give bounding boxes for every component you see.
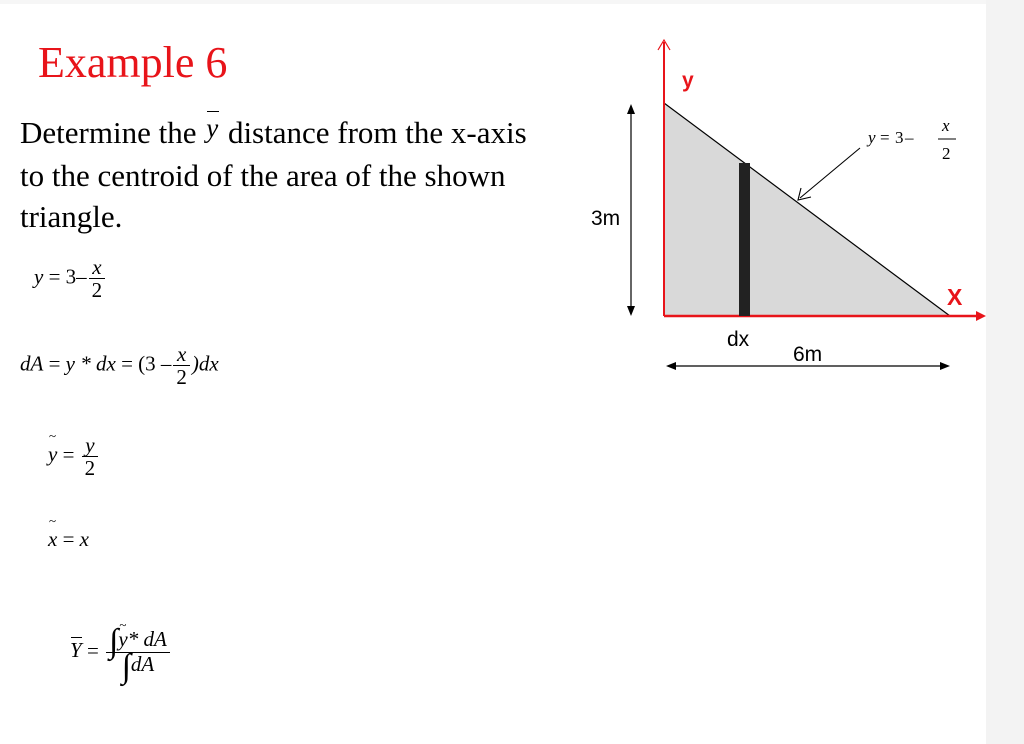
slide-title: Example 6 [38, 38, 228, 87]
dA-lhs: dA [20, 351, 44, 376]
eq-const: 3 [65, 264, 77, 289]
integral-sign: ∫ [109, 623, 119, 660]
centroid-num-y: ~ y [118, 628, 127, 650]
width-arrow-right [940, 362, 950, 370]
xtilde-rhs: x [79, 527, 89, 551]
eq-lhs: y [34, 264, 44, 289]
ytilde-eq: = [62, 442, 75, 467]
centroid-den: dA [130, 652, 155, 676]
centroid-eq: = [86, 638, 99, 663]
xtilde-eq: = [62, 527, 75, 551]
curve-eq-const: 3 [895, 128, 904, 147]
dA-num: x [177, 342, 187, 366]
curve-eq-sign: = [880, 128, 890, 147]
eq-minus: – [76, 264, 87, 289]
dA-close: )dx [191, 351, 219, 376]
ytilde-num: y [85, 433, 95, 457]
curve-pointer-line [800, 148, 860, 198]
centroid-lhs: Y [70, 638, 82, 663]
dA-open: (3 – [138, 351, 172, 376]
ytilde-lhs: ~ y [48, 442, 57, 467]
xtilde-lhs: ~ x [48, 527, 57, 552]
dA-eq2: = [121, 351, 133, 376]
ytilde-den: 2 [82, 456, 99, 479]
dx-strip [739, 163, 750, 316]
y-axis-label: y [682, 69, 694, 92]
x-axis-label: X [947, 284, 963, 310]
curve-equation-label [866, 116, 956, 163]
dA-den: 2 [173, 365, 190, 388]
curve-eq-minus: – [905, 128, 914, 147]
dA-eq1: = [48, 351, 61, 376]
height-arrow-bottom [627, 306, 635, 316]
problem-text-before: Determine the [20, 115, 197, 150]
problem-text-after: distance from the x-axis to the centroid of the area of the shown triangle. [20, 115, 527, 234]
height-arrow-top [627, 104, 635, 114]
eq-num: x [92, 255, 102, 279]
eq-den: 2 [89, 278, 106, 301]
height-label: 3m [591, 207, 621, 230]
eq-sign: = [48, 264, 61, 289]
width-label: 6m [793, 343, 823, 366]
strip-label: dx [727, 328, 750, 351]
centroid-num-rest: * dA [127, 627, 167, 651]
width-arrow-left [666, 362, 676, 370]
y-bar-symbol: y [204, 108, 220, 149]
curve-eq-lhs: y [868, 128, 876, 147]
dA-mid: y * dx [65, 351, 116, 376]
x-axis-arrowhead [976, 311, 986, 321]
curve-eq-num: x [942, 116, 950, 135]
integral-sign: ∫ [121, 648, 131, 685]
curve-eq-den: 2 [942, 144, 951, 163]
